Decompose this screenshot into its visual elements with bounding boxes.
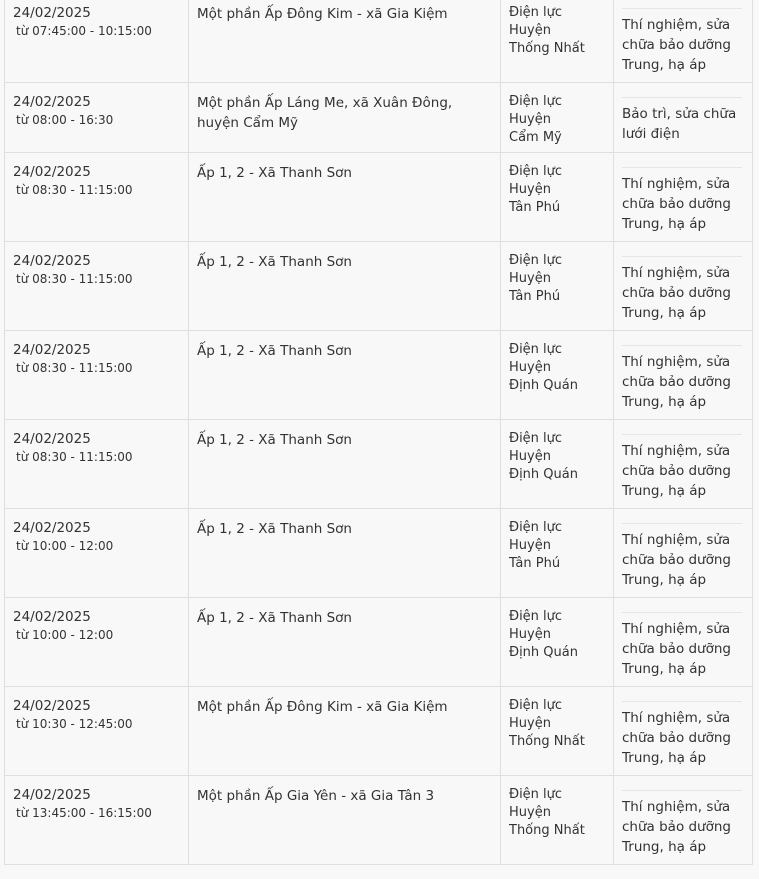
unit-line-2: Định Quán — [509, 378, 578, 393]
time-cell — [4, 509, 188, 597]
outage-time-range: từ 10:00 - 12:00 — [16, 539, 114, 553]
reason-cell — [613, 331, 753, 419]
time-cell — [4, 776, 188, 864]
area-cell: Một phần Ấp Đông Kim - xã Gia Kiệm — [188, 687, 500, 775]
table-row — [4, 242, 753, 331]
time-cell — [4, 687, 188, 775]
outage-date: 24/02/2025 — [13, 431, 91, 447]
unit-line-2: Thống Nhất — [509, 734, 585, 749]
unit-cell — [500, 598, 613, 686]
unit-line-2: Tân Phú — [509, 556, 561, 571]
unit-line-2: Định Quán — [509, 645, 578, 660]
table-row — [4, 687, 753, 776]
unit-cell — [500, 687, 613, 775]
outage-schedule-table — [4, 0, 753, 865]
outage-time-range: từ 07:45:00 - 10:15:00 — [16, 24, 152, 38]
area-cell: Ấp 1, 2 - Xã Thanh Sơn — [188, 598, 500, 686]
area-cell: Ấp 1, 2 - Xã Thanh Sơn — [188, 509, 500, 597]
area-cell: Một phần Ấp Gia Yên - xã Gia Tân 3 — [188, 776, 500, 864]
unit-line-1: Điện lực Huyện — [509, 431, 563, 464]
table-row — [4, 420, 753, 509]
reason-cell — [613, 153, 753, 241]
time-cell — [4, 242, 188, 330]
unit-line-1: Điện lực Huyện — [509, 94, 563, 127]
reason-text: Thí nghiệm, sửa chữa bảo dưỡng Trung, hạ áp — [622, 701, 742, 768]
unit-line-1: Điện lực Huyện — [509, 520, 563, 553]
time-cell — [4, 331, 188, 419]
unit-line-1: Điện lực Huyện — [509, 609, 563, 642]
time-cell — [4, 0, 188, 82]
outage-time-range: từ 10:00 - 12:00 — [16, 628, 114, 642]
unit-line-2: Định Quán — [509, 467, 578, 482]
reason-text: Bảo trì, sửa chữa lưới điện — [622, 97, 742, 144]
reason-text: Thí nghiệm, sửa chữa bảo dưỡng Trung, hạ áp — [622, 612, 742, 679]
reason-cell — [613, 509, 753, 597]
unit-cell — [500, 153, 613, 241]
outage-date: 24/02/2025 — [13, 94, 91, 110]
area-cell: Ấp 1, 2 - Xã Thanh Sơn — [188, 242, 500, 330]
unit-cell — [500, 83, 613, 152]
unit-line-1: Điện lực Huyện — [509, 164, 563, 197]
time-cell — [4, 83, 188, 152]
unit-line-2: Cẩm Mỹ — [509, 130, 562, 145]
unit-cell — [500, 509, 613, 597]
unit-line-2: Thống Nhất — [509, 823, 585, 838]
reason-cell — [613, 420, 753, 508]
outage-time-range: từ 13:45:00 - 16:15:00 — [16, 806, 152, 820]
reason-text: Thí nghiệm, sửa chữa bảo dưỡng Trung, hạ áp — [622, 434, 742, 501]
outage-time-range: từ 10:30 - 12:45:00 — [16, 717, 133, 731]
table-row — [4, 83, 753, 153]
area-cell: Ấp 1, 2 - Xã Thanh Sơn — [188, 153, 500, 241]
unit-line-1: Điện lực Huyện — [509, 342, 563, 375]
table-row — [4, 509, 753, 598]
outage-time-range: từ 08:30 - 11:15:00 — [16, 450, 133, 464]
unit-cell — [500, 242, 613, 330]
unit-cell — [500, 776, 613, 864]
outage-time-range: từ 08:00 - 16:30 — [16, 113, 114, 127]
unit-line-2: Tân Phú — [509, 289, 561, 304]
time-cell — [4, 598, 188, 686]
table-row — [4, 331, 753, 420]
area-cell: Ấp 1, 2 - Xã Thanh Sơn — [188, 331, 500, 419]
outage-time-range: từ 08:30 - 11:15:00 — [16, 361, 133, 375]
area-cell: Một phần Ấp Láng Me, xã Xuân Đông, huyện Cẩm Mỹ — [188, 83, 500, 152]
reason-cell — [613, 83, 753, 152]
reason-cell — [613, 0, 753, 82]
unit-cell — [500, 0, 613, 82]
reason-text: Thí nghiệm, sửa chữa bảo dưỡng Trung, hạ áp — [622, 167, 742, 234]
outage-date: 24/02/2025 — [13, 5, 91, 21]
reason-text: Thí nghiệm, sửa chữa bảo dưỡng Trung, hạ áp — [622, 790, 742, 857]
area-cell: Một phần Ấp Đông Kim - xã Gia Kiệm — [188, 0, 500, 82]
table-row — [4, 0, 753, 83]
reason-text: Thí nghiệm, sửa chữa bảo dưỡng Trung, hạ áp — [622, 523, 742, 590]
unit-line-1: Điện lực Huyện — [509, 698, 563, 731]
unit-cell — [500, 420, 613, 508]
reason-text: Thí nghiệm, sửa chữa bảo dưỡng Trung, hạ áp — [622, 345, 742, 412]
unit-line-2: Thống Nhất — [509, 41, 585, 56]
time-cell — [4, 420, 188, 508]
outage-date: 24/02/2025 — [13, 342, 91, 358]
outage-date: 24/02/2025 — [13, 520, 91, 536]
time-cell — [4, 153, 188, 241]
outage-time-range: từ 08:30 - 11:15:00 — [16, 272, 133, 286]
table-row — [4, 776, 753, 865]
outage-date: 24/02/2025 — [13, 609, 91, 625]
unit-line-1: Điện lực Huyện — [509, 253, 563, 286]
area-cell: Ấp 1, 2 - Xã Thanh Sơn — [188, 420, 500, 508]
reason-text: Thí nghiệm, sửa chữa bảo dưỡng Trung, hạ áp — [622, 8, 742, 75]
outage-time-range: từ 08:30 - 11:15:00 — [16, 183, 133, 197]
outage-date: 24/02/2025 — [13, 164, 91, 180]
reason-cell — [613, 776, 753, 864]
table-row — [4, 153, 753, 242]
outage-date: 24/02/2025 — [13, 787, 91, 803]
reason-cell — [613, 598, 753, 686]
reason-text: Thí nghiệm, sửa chữa bảo dưỡng Trung, hạ áp — [622, 256, 742, 323]
unit-line-1: Điện lực Huyện — [509, 5, 563, 38]
unit-line-1: Điện lực Huyện — [509, 787, 563, 820]
outage-date: 24/02/2025 — [13, 253, 91, 269]
table-row — [4, 598, 753, 687]
unit-line-2: Tân Phú — [509, 200, 561, 215]
reason-cell — [613, 242, 753, 330]
unit-cell — [500, 331, 613, 419]
reason-cell — [613, 687, 753, 775]
outage-date: 24/02/2025 — [13, 698, 91, 714]
